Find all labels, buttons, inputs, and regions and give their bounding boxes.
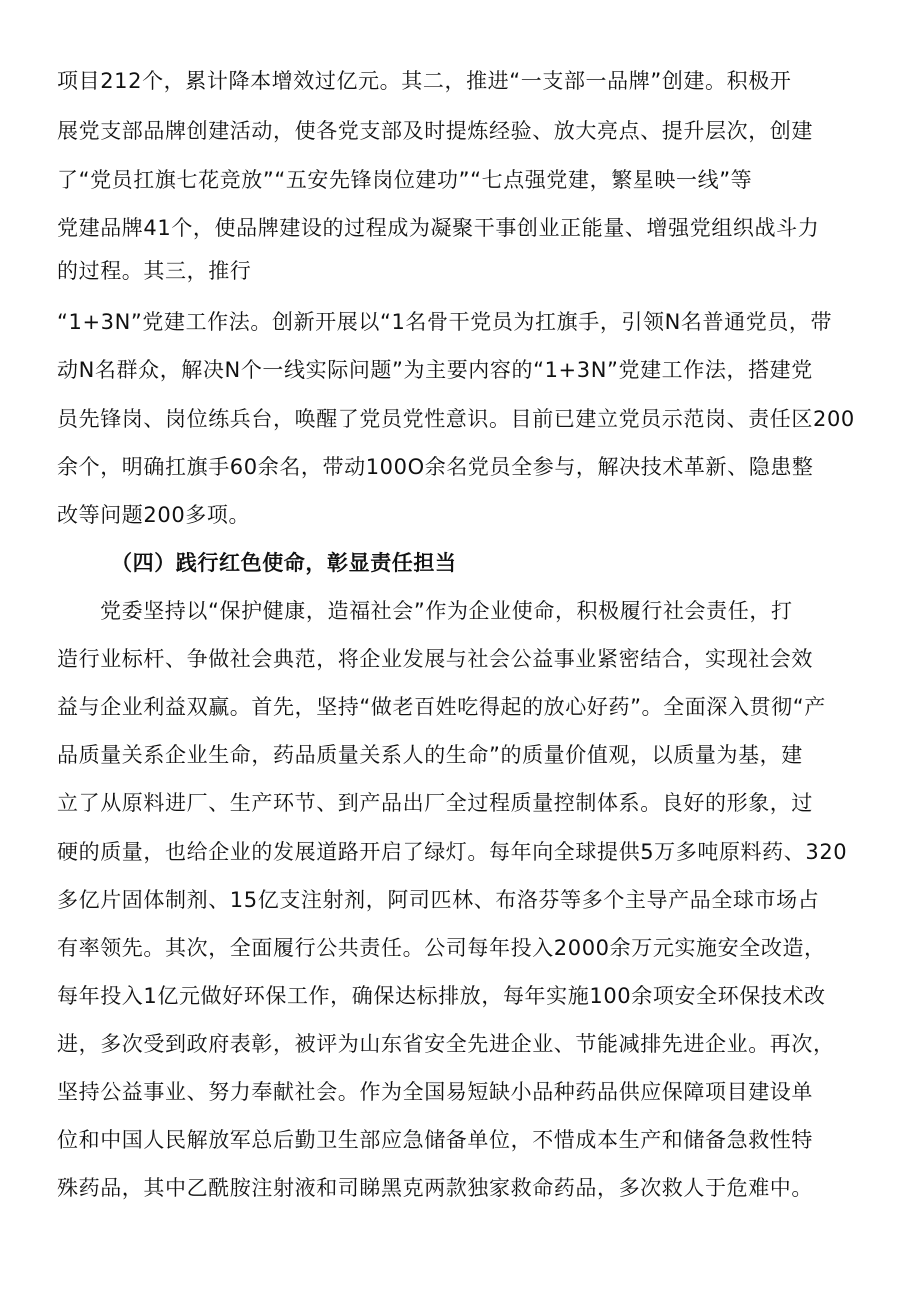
paragraph-line: 坚持公益事业、努力奉献社会。作为全国易短缺小品种药品供应保障项目建设单 (57, 1080, 813, 1104)
paragraph-line: 每年投入1亿元做好环保工作，确保达标排放，每年实施100余项安全环保技术改 (57, 984, 826, 1008)
paragraph-line: “1+3N”党建工作法。创新开展以“1名骨干党员为扛旗手，引领N名普通党员，带 (57, 310, 833, 334)
paragraph-line: 改等问题200多项。 (57, 503, 251, 527)
paragraph-line: 员先锋岗、岗位练兵台，唤醒了党员党性意识。目前已建立党员示范岗、责任区200 (57, 407, 855, 431)
paragraph-line: 多亿片固体制剂、15亿支注射剂，阿司匹林、布洛芬等多个主导产品全球市场占 (57, 888, 820, 912)
paragraph-line: 位和中国人民解放军总后勤卫生部应急储备单位，不惜成本生产和储备急救性特 (57, 1128, 813, 1152)
paragraph-line: 造行业标杆、争做社会典范，将企业发展与社会公益事业紧密结合，实现社会效 (57, 647, 813, 671)
paragraph-line: 了“党员扛旗七花竞放”“五安先锋岗位建功”“七点强党建，繁星映一线”等 (57, 168, 753, 192)
paragraph-line: 有率领先。其次，全面履行公共责任。公司每年投入2000余万元实施安全改造， (57, 936, 826, 960)
paragraph-line: 硬的质量，也给企业的发展道路开启了绿灯。每年向全球提供5万多吨原料药、320 (57, 840, 848, 864)
paragraph-line: 殊药品，其中乙酰胺注射液和司睇黑克两款独家救命药品，多次救人于危难中。 (57, 1176, 813, 1200)
paragraph-line: 立了从原料进厂、生产环节、到产品出厂全过程质量控制体系。良好的形象，过 (57, 791, 813, 815)
paragraph-line: 党建品牌41个，使品牌建设的过程成为凝聚干事创业正能量、增强党组织战斗力 (57, 216, 820, 240)
paragraph-line: 党委坚持以“保护健康，造福社会”作为企业使命，积极履行社会责任，打 (100, 599, 793, 623)
paragraph-line: 益与企业利益双赢。首先，坚持“做老百姓吃得起的放心好药”。全面深入贯彻“产 (57, 695, 826, 719)
paragraph-line: 的过程。其三，推行 (57, 259, 252, 283)
paragraph-line: 品质量关系企业生命，药品质量关系人的生命”的质量价值观，以质量为基，建 (57, 743, 803, 767)
paragraph-line: 进，多次受到政府表彰，被评为山东省安全先进企业、节能减排先进企业。再次， (57, 1032, 835, 1056)
paragraph-line: 项目212个，累计降本增效过亿元。其二，推进“一支部一品牌”创建。积极开 (57, 69, 792, 93)
paragraph-line: 展党支部品牌创建活动，使各党支部及时提炼经验、放大亮点、提升层次，创建 (57, 119, 813, 143)
paragraph-line: 余个，明确扛旗手60余名，带动100O余名党员全参与，解决技术革新、隐患整 (57, 455, 814, 479)
paragraph-line: 动N名群众，解决N个一线实际问题”为主要内容的“1+3N”党建工作法，搭建党 (57, 358, 813, 382)
section-heading: （四）践行红色使命，彰显责任担当 (111, 551, 457, 575)
